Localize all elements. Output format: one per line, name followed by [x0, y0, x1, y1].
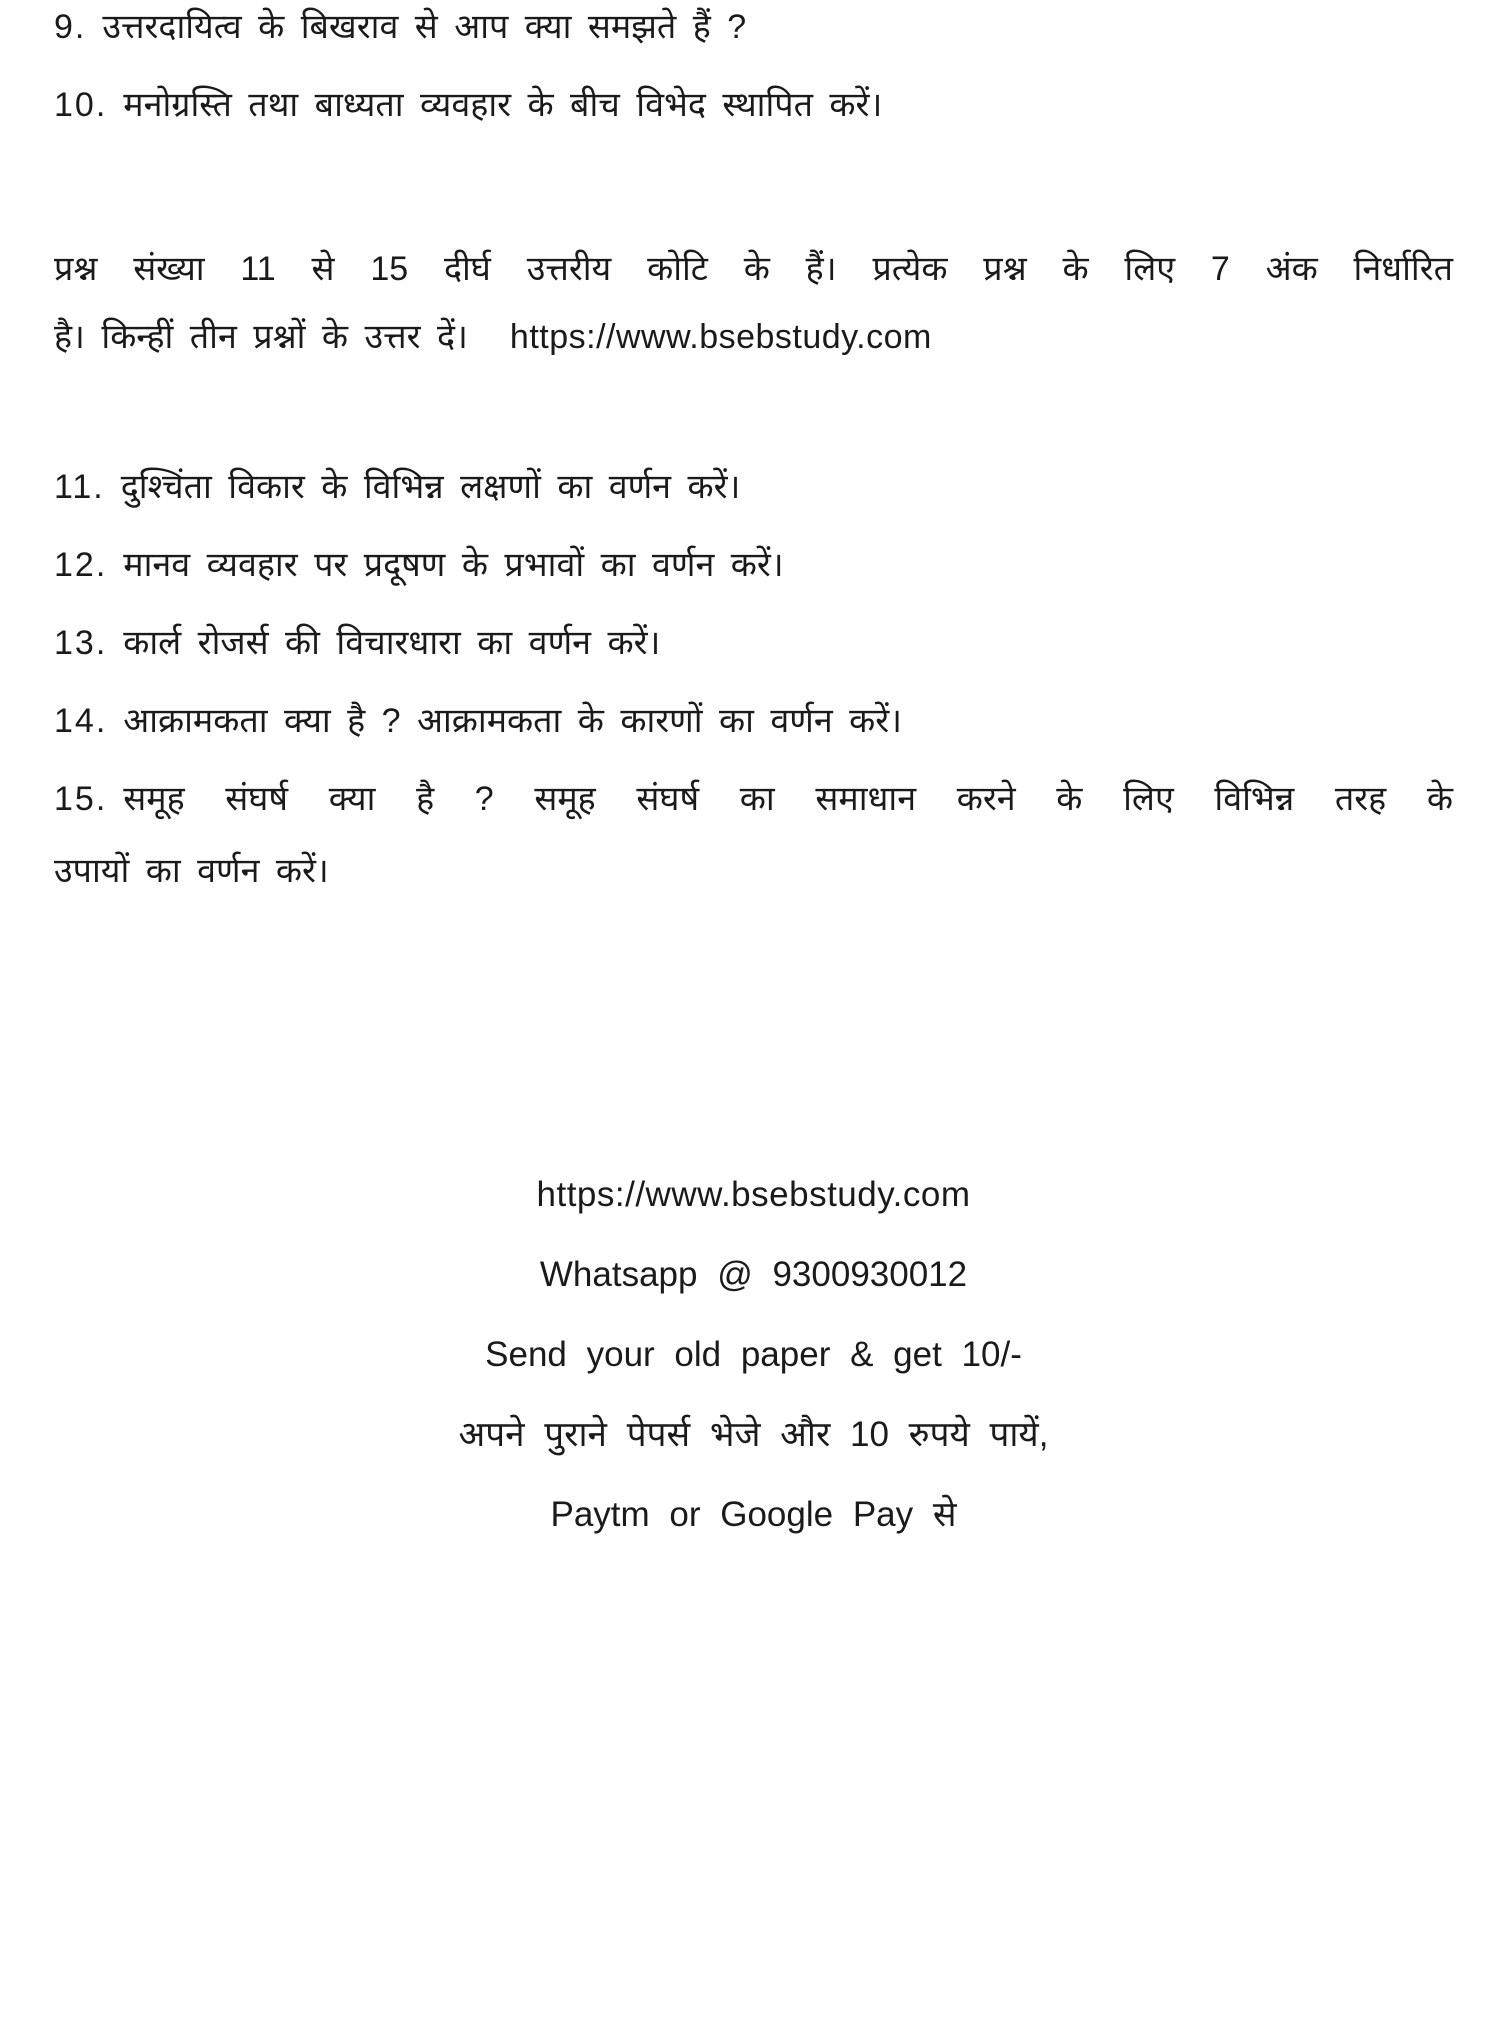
promo-footer	[54, 1172, 1453, 1538]
question-10-text: मनोग्रस्ति तथा बाध्यता व्यवहार के बीच विभेद स्थापित करें।	[123, 86, 883, 124]
question-11-number: 11.	[54, 468, 105, 506]
question-15-text-line-1: समूह संघर्ष क्या है ? समूह संघर्ष का समाधान करने के लिए विभिन्न तरह के	[123, 780, 1453, 818]
footer-offer-hindi: अपने पुराने पेपर्स भेजे और 10 रुपये पायें,	[458, 1415, 1049, 1454]
question-13-number: 13.	[54, 624, 108, 662]
question-14-number: 14.	[54, 702, 108, 740]
instructions-line-2	[54, 314, 1453, 360]
question-11-text: दुश्चिंता विकार के विभिन्न लक्षणों का वर्णन करें।	[120, 468, 741, 506]
footer-offer-english: Send your old paper & get 10/-	[485, 1335, 1022, 1374]
question-13-text: कार्ल रोजर्स की विचारधारा का वर्णन करें।	[123, 624, 661, 662]
question-15-number: 15.	[54, 780, 108, 818]
question-9	[54, 4, 1453, 50]
instructions-line-2-text: है। किन्हीं तीन प्रश्नों के उत्तर दें।	[54, 318, 468, 356]
question-13	[54, 620, 1453, 666]
question-12-number: 12.	[54, 546, 108, 584]
question-9-text: उत्तरदायित्व के बिखराव से आप क्या समझते हैं ?	[102, 8, 747, 46]
short-answer-questions-section	[54, 4, 1453, 128]
question-15-line-1	[54, 776, 1453, 822]
long-answer-instructions	[54, 246, 1453, 360]
long-answer-questions-section	[54, 464, 1453, 894]
inline-website-url: https://www.bsebstudy.com	[509, 318, 932, 356]
question-9-number: 9.	[54, 8, 87, 46]
footer-whatsapp-contact: Whatsapp @ 9300930012	[539, 1255, 968, 1294]
question-14-text: आक्रामकता क्या है ? आक्रामकता के कारणों का वर्णन करें।	[123, 702, 903, 740]
question-10	[54, 82, 1453, 128]
footer-website-url: https://www.bsebstudy.com	[536, 1175, 971, 1214]
question-15-text-line-2: उपायों का वर्णन करें।	[54, 852, 329, 890]
question-12	[54, 542, 1453, 588]
question-15	[54, 776, 1453, 894]
footer-payment-methods: Paytm or Google Pay से	[550, 1495, 957, 1534]
question-10-number: 10.	[54, 86, 108, 124]
question-12-text: मानव व्यवहार पर प्रदूषण के प्रभावों का वर्णन करें।	[123, 546, 784, 584]
instructions-line-1: प्रश्न संख्या 11 से 15 दीर्घ उत्तरीय कोटि के हैं। प्रत्येक प्रश्न के लिए 7 अंक निर्धारित	[54, 250, 1453, 288]
question-11	[54, 464, 1453, 510]
question-14	[54, 698, 1453, 744]
